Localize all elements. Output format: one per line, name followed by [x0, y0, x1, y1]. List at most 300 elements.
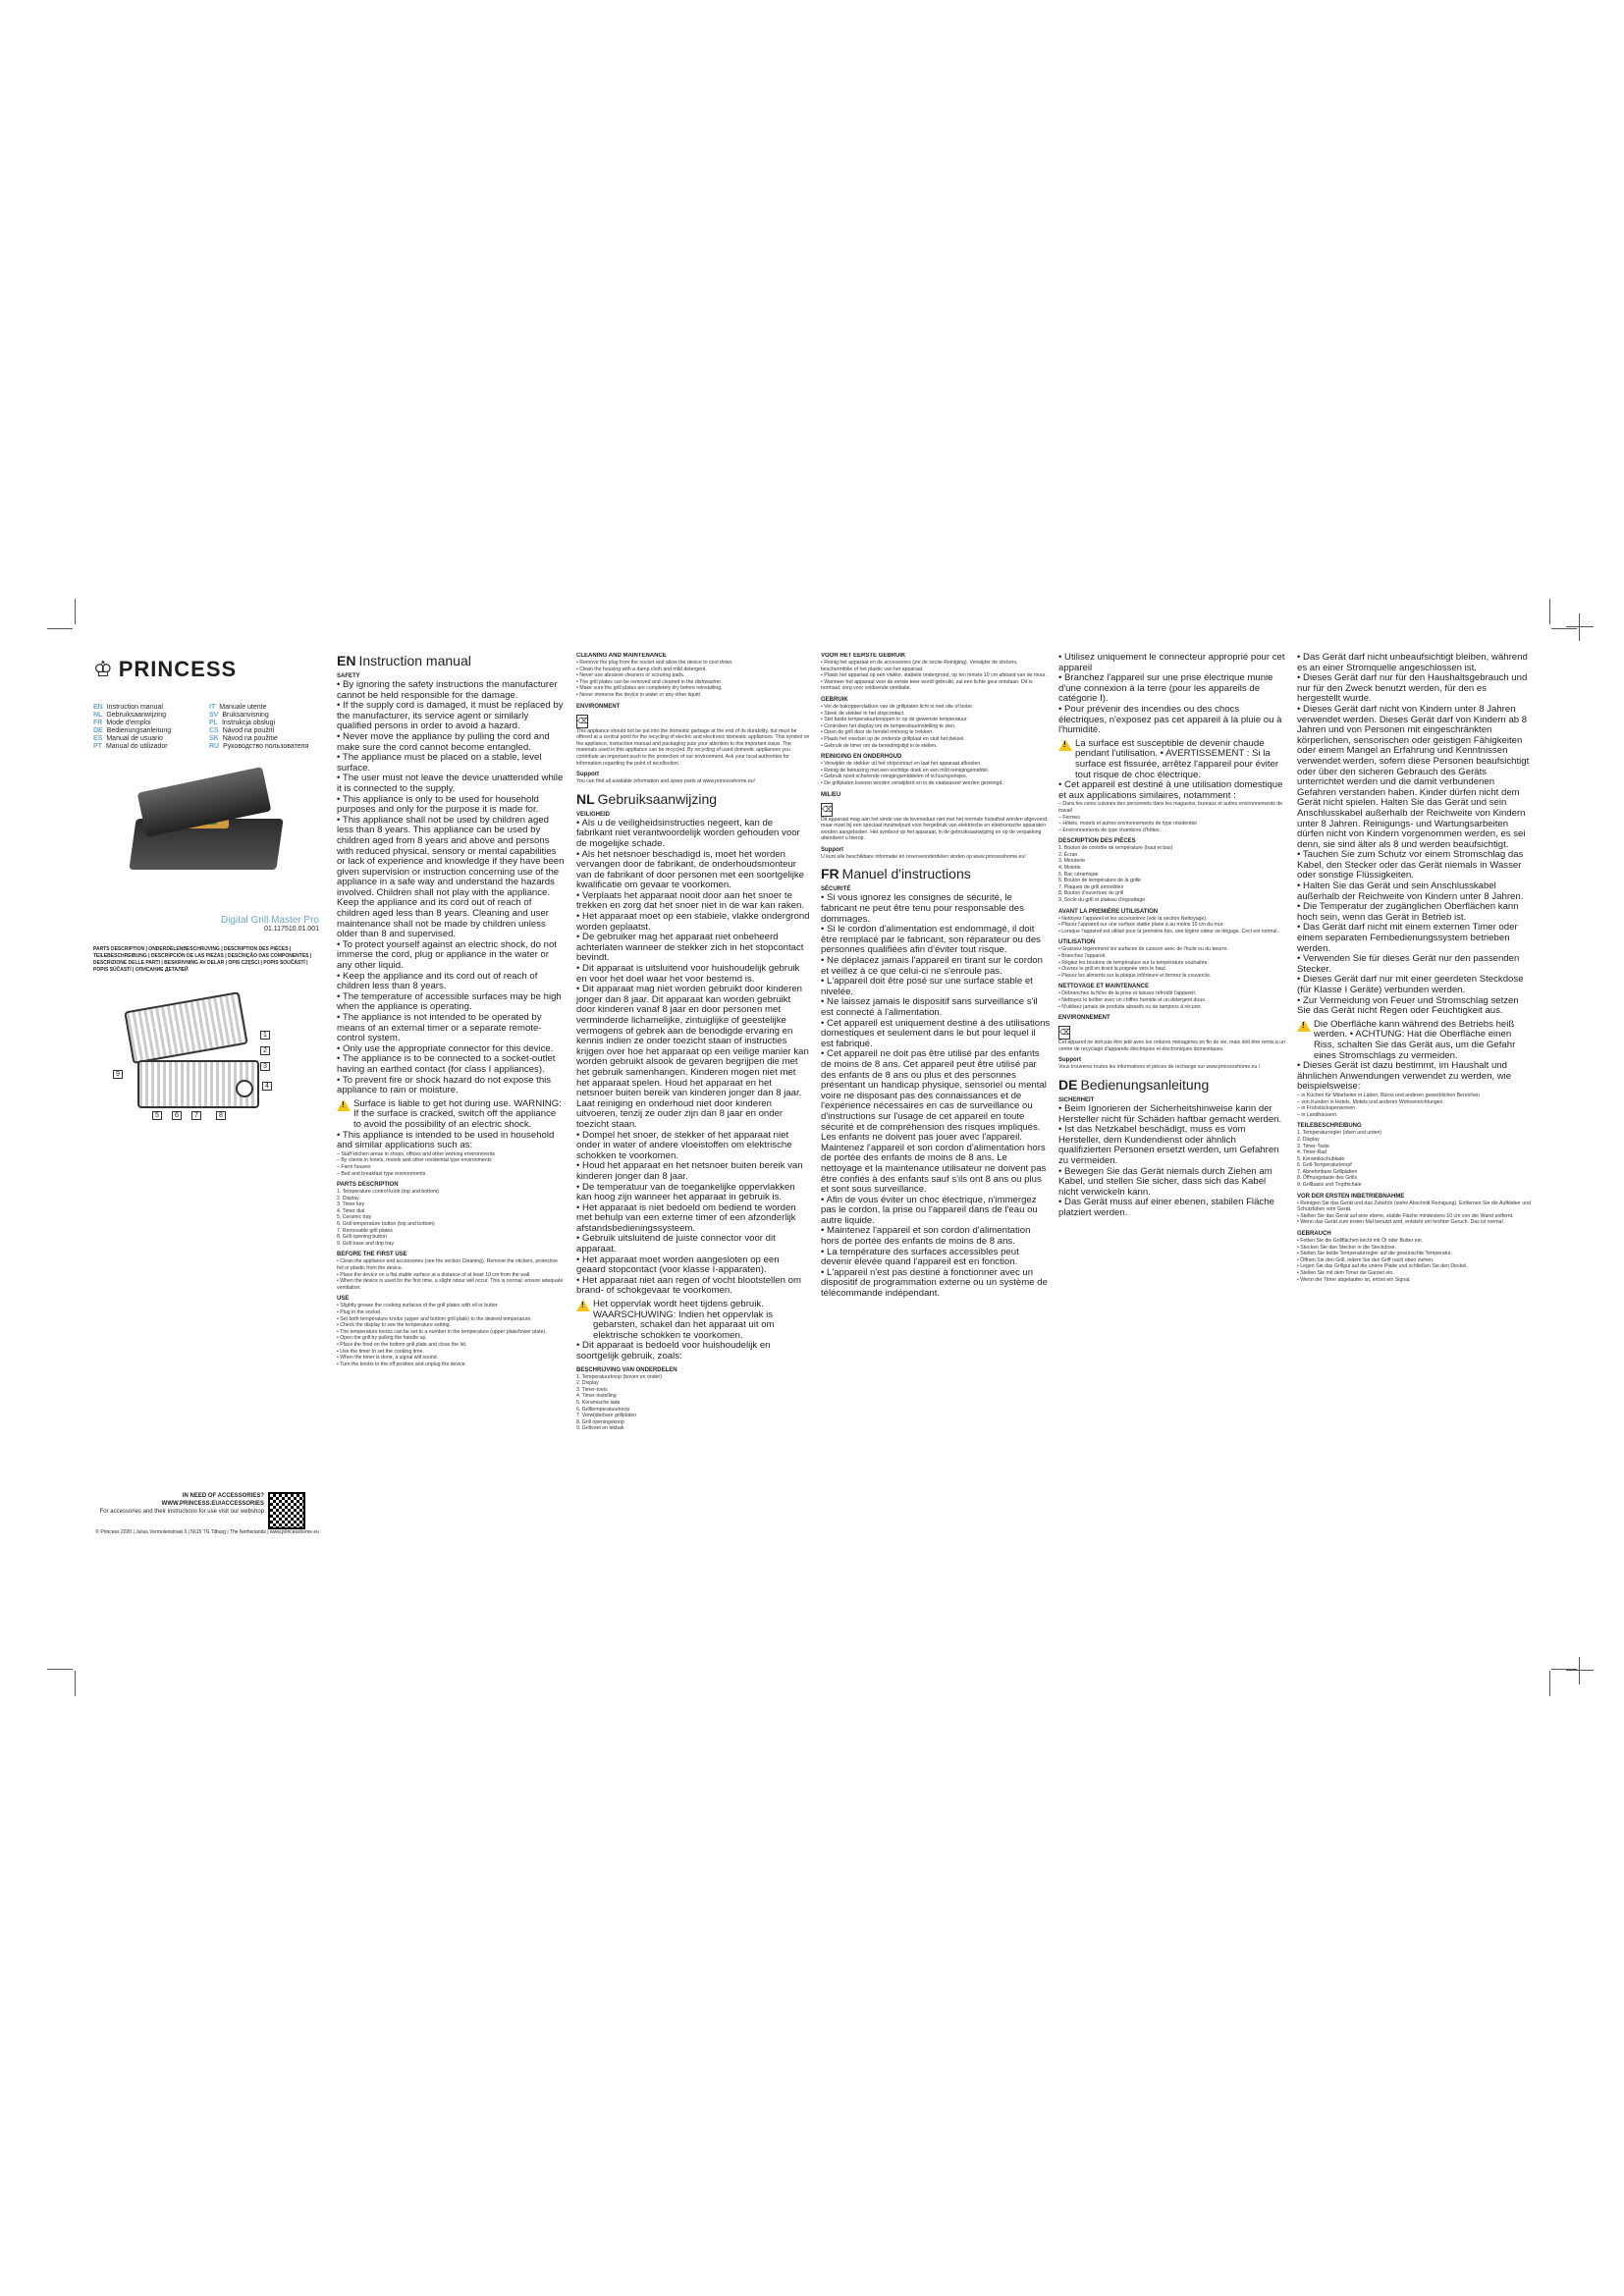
list-item: • When the device is used for the first time, a slight odour will occur. This is normal; ensure adequate ventilation. [337, 1278, 564, 1291]
before-first-use-list [1058, 916, 1288, 935]
parts-list [1297, 1130, 1531, 1188]
language-code: PT [93, 743, 102, 750]
parts-list [1058, 845, 1288, 903]
warning-text: La surface est susceptible de devenir chaude pendant l'utilisation. • AVERTISSEMENT : Si la surface est fissurée, arrêtez l'appareil pour éviter tout risque de choc électrique. [1075, 737, 1279, 780]
part-item: 1. Bouton de contrôle de température (haut et bas) [1058, 845, 1173, 852]
safety-list [337, 680, 566, 1096]
part-item: 2. Display [337, 1195, 359, 1201]
accessories-url[interactable]: WWW.PRINCESS.EU/ACCESSORIES [161, 1501, 264, 1507]
registration-mark [1566, 614, 1594, 641]
list-item: • Never use abrasive cleaners or scouring pads. [576, 672, 685, 679]
before-first-use-list [337, 1258, 566, 1291]
environment-heading: MILIEU [821, 791, 841, 798]
language-name: Manual de usuario [106, 735, 163, 742]
safety-item: • The user must not leave the device unattended while it is connected to the supply. [337, 773, 564, 794]
list-item: • Plaats het voedsel op de onderste grillplaat en sluit het deksel. [821, 735, 965, 742]
lang-code: NL [576, 790, 595, 807]
language-item [209, 743, 317, 750]
list-item: • Gebruik de timer om de bereidingstijd in te stellen. [821, 742, 938, 749]
use-list [821, 704, 1051, 749]
use-heading: GEBRUIK [821, 696, 848, 703]
household-text: • Cet appareil est destiné à une utilisation domestique et aux applications similaires, notamment : [1058, 779, 1283, 801]
cleaning-nl-column [576, 653, 810, 1644]
safety-item: • By ignoring the safety instructions the manufacturer cannot be held responsible for the damage. [337, 679, 558, 701]
cleaning-list [821, 761, 1051, 786]
list-item: • Stel beide temperatuurknoppen in op de gewenste temperatuur. [821, 717, 968, 723]
accessories-title: IN NEED OF ACCESSORIES? [182, 1493, 264, 1499]
safety-item: • L'appareil n'est pas destiné à fonctionner avec un dispositif de programmation externe ou un système de télécommande indépendant. [821, 1266, 1048, 1300]
part-item: 7. Verwijderbare grillplaten [576, 1413, 637, 1419]
list-item: – Staff kitchen areas in shops, offices and other working environments [337, 1150, 495, 1157]
before-first-use-heading: VOR DER ERSTEN INBETRIEBNAHME [1297, 1193, 1405, 1200]
safety-item: • Als u de veiligheidsinstructies negeert, kan de fabrikant niet verantwoordelijk worden gehouden voor de mogelijke schade. [576, 817, 800, 849]
before-first-use-list [1297, 1201, 1531, 1226]
section-title-en [337, 653, 566, 668]
part-item: 9. Grillbasis und Tropfschale [1297, 1182, 1362, 1189]
language-code: RU [209, 743, 220, 750]
wee-bin-icon: ⌫ [576, 715, 588, 728]
environment-text: Dit apparaat mag aan het einde van de levensduur niet met het normale huisafval worden afgevoerd, maar moet bij een speciaal inzamelpunt voor hergebruik van elektrische en elektronische apparaten worden aangeboden. Het symbool op het apparaat, in de gebruiksaanwijzing en op de verpakking attendeert u hierop. [821, 816, 1049, 842]
list-item: • Check the display to see the temperature setting. [337, 1322, 452, 1329]
part-item: 7. Removable grill plates [337, 1227, 393, 1234]
environment-text: Cet appareil ne doit pas être jeté avec les ordures ménagères en fin de vie, mais doit être remis à un centre de recyclage d'appareils électriques et électroniques domestiques. [1058, 1040, 1285, 1052]
safety-item: • Dieses Gerät darf nur für den Haushaltsgebrauch und nur für den Zweck benutzt werden, für den es hergestellt wurde. [1297, 672, 1528, 705]
diagram-knob [236, 1080, 253, 1097]
list-item: • Wanneer het apparaat voor de eerste keer wordt gebruikt, zal een lichte geur ontstaan. Dit is normaal; zorg voor voldoende ventilatie. [821, 678, 1033, 692]
safety-item: • Das Gerät darf nicht mit einem externen Timer oder einem separaten Fernbedienungssystem betrieben werden. [1297, 922, 1518, 954]
crown-icon: ♔ [93, 657, 113, 681]
list-item: • Gebruik nooit schurende reinigingsmiddelen of schuursponsjes. [821, 774, 968, 780]
list-item: • Stellen Sie mit dem Timer die Garzeit ein. [1297, 1270, 1394, 1276]
safety-item: • Cet appareil est uniquement destiné à des utilisations domestiques et seulement dans le but pour lequel il est fabriqué. [821, 1017, 1051, 1049]
language-list [93, 704, 319, 750]
lang-code: FR [821, 866, 839, 882]
safety-list [1058, 653, 1288, 736]
cleaning-heading: REINIGING EN ONDERHOUD [821, 754, 902, 761]
safety-item: • De gebruiker mag het apparaat niet onbeheerd achterlaten wanneer de stekker zich in het stopcontact bevindt. [576, 932, 804, 964]
safety-item: • Bewegen Sie das Gerät niemals durch Ziehen am Kabel, und stellen Sie sicher, dass sich das Kabel nicht verwickeln kann. [1058, 1165, 1272, 1198]
warning-triangle-icon [1297, 1020, 1311, 1032]
title-text: Gebruiksaanwijzing [597, 790, 718, 807]
safety-item: • Si le cordon d'alimentation est endommagé, il doit être remplacé par le fabricant, son réparateur ou des personnes qualifiées afin d'éviter tout risque. [821, 924, 1041, 956]
list-item: • Wenn das Gerät zum ersten Mal benutzt wird, entsteht ein leichter Geruch. Das ist normal. [1297, 1219, 1505, 1226]
part-item: 2. Écran [1058, 851, 1078, 858]
part-item: 5. Keramikschublade [1297, 1155, 1345, 1162]
hot-surface-warning [1058, 739, 1288, 780]
product-code: 01.117510.01.001 [264, 926, 319, 933]
cover-footer [93, 1492, 319, 1536]
diagram-callout: 5 [152, 1111, 162, 1120]
list-item: • Placez les aliments sur la plaque inférieure et fermez le couvercle. [1058, 972, 1212, 979]
safety-item: • Het apparaat moet worden aangesloten op een geaard stopcontact (voor klasse I-apparaten). [576, 1254, 780, 1276]
diagram-callout: 8 [216, 1111, 226, 1120]
list-item: • Place the device on a flat stable surface at a distance of at least 10 cm from the wall. [337, 1271, 531, 1278]
cleaning-heading: CLEANING AND MAINTENANCE [576, 653, 667, 659]
part-item: 3. Timer key [337, 1201, 365, 1208]
parts-heading: DESCRIPTION DES PIÈCES [1058, 838, 1136, 845]
diagram-callout: 9 [113, 1070, 123, 1079]
safety-item: • Dieses Gerät darf nicht von Kindern unter 8 Jahren verwendet werden. Dieses Gerät darf von Kindern ab 8 Jahren und von Personen mit eingeschränkten körperlichen, sensorischen oder geistigen Fähigkeiten oder einem Mangel an Erfahrung und Kenntnissen verwendet werden, sofern diese Personen beaufsichtigt oder über den sicheren Gebrauch des Geräts unterrichtet werden und die damit verbundenen Gefahren verstanden haben. Kinder dürfen nicht dem Gerät nicht spielen. Halten Sie das Gerät und sein Anschlusskabel außerhalb der Reichweite von Kindern unter 8 Jahren. Reinigungs- und Wartungsarbeiten dürfen nicht von Kindern vorgenommen werden, es sei denn, sie sind älter als 8 und werden beaufsichtigt. [1297, 703, 1530, 850]
part-item: 8. Grill opening button [337, 1234, 387, 1241]
safety-item: • Halten Sie das Gerät und sein Anschlusskabel außerhalb der Reichweite von Kindern unter 8 Jahren. [1297, 881, 1524, 902]
list-item: – in Frühstückspensionen [1297, 1105, 1356, 1112]
warning-text: Surface is liable to get hot during use. WARNING: If the surface is cracked, switch off the appliance to avoid the possibility of an electric shock. [353, 1097, 562, 1130]
support-heading: Support [821, 846, 843, 853]
household-text: • This appliance is intended to be used in household and similar applications such as: [337, 1129, 555, 1151]
list-item: • Plaats het apparaat op een vlakke, stabiele ondergrond, op ten minste 10 cm afstand van de muur. [821, 672, 1047, 679]
household-text: • Dit apparaat is bedoeld voor huishoudelijk en soortgelijk gebruik, zoals: [576, 1340, 771, 1362]
part-item: 3. Minuterie [1058, 858, 1086, 865]
cover-column [93, 653, 319, 1644]
language-name: Instruction manual [106, 704, 163, 711]
safety-heading: SICHERHEIT [1058, 1096, 1095, 1103]
cleaning-heading: NETTOYAGE ET MAINTENANCE [1058, 984, 1150, 990]
diagram-callout: 6 [172, 1111, 182, 1120]
list-item: • Branchez l'appareil. [1058, 953, 1107, 959]
part-item: 9. Grillvoet en lekbak [576, 1425, 624, 1432]
en-column [337, 653, 566, 1644]
nl-fr-column [821, 653, 1051, 1644]
language-name: Bedienungsanleitung [106, 727, 172, 734]
list-item: • Make sure the grill plates are completely dry before reinstalling. [576, 685, 723, 692]
parts-list [576, 1374, 810, 1432]
list-item: • Ouvrez le grill en tirant la poignée vers le haut. [1058, 966, 1167, 973]
list-item: • Graissez légèrement les surfaces de cuisson avec de l'huile ou du beurre. [1058, 946, 1228, 953]
crop-mark [47, 628, 73, 629]
use-heading: USE [337, 1296, 350, 1303]
use-heading: GEBRAUCH [1297, 1231, 1331, 1238]
safety-item: • Beim Ignorieren der Sicherheitshinweise kann der Hersteller nicht für Schäden haftbar gemacht werden. [1058, 1102, 1282, 1125]
safety-item: • Verplaats het apparaat nooit door aan het snoer te trekken en zorg dat het snoer niet in de war kan raken. [576, 889, 804, 912]
part-item: 8. Bouton d'ouverture du grill [1058, 890, 1124, 897]
diagram-callout: 3 [260, 1062, 270, 1071]
list-item: – By clients in hotels, motels and other residential type environments [337, 1157, 492, 1164]
cleaning-list [1058, 990, 1288, 1010]
list-item: • N'utilisez jamais de produits abrasifs ou de tampons à récurer. [1058, 1003, 1203, 1010]
crop-mark [75, 599, 76, 624]
list-item: – in Küchen für Mitarbeiter in Läden, Büros und anderen gewerblichen Bereichen [1297, 1092, 1481, 1098]
safety-item: • Branchez l'appareil sur une prise électrique munie d'une connexion à la terre (pour les appareils de catégorie I). [1058, 672, 1273, 705]
household-list [337, 1151, 566, 1177]
hot-surface-warning [1297, 1020, 1531, 1061]
diagram-callout: 1 [260, 1031, 270, 1040]
language-name: Manual do utilizador [105, 743, 168, 750]
part-item: 7. Plaques de grill amovibles [1058, 883, 1124, 890]
support-heading: Support [576, 772, 599, 778]
safety-item: • This appliance shall not be used by children aged less than 8 years. This appliance can be used by children aged from 8 years and above and persons with reduced physical, sensory or mental capabilities or lack of experience and knowledge if they have been given supervision or instruction concerning use of the appliance in a safe way and understand the hazards involved. Children shall not play with the appliance. Keep the appliance and its cord out of reach of children aged less than 8 years. Cleaning and user maintenance shall not be made by children unless older than 8 and supervised. [337, 814, 565, 940]
language-name: Mode d'emploi [106, 720, 151, 726]
list-item: • Steek de stekker in het stopcontact. [821, 710, 905, 717]
safety-item: • Het apparaat is niet bedoeld om bediend te worden met behulp van een externe timer of een afzonderlijk afstandsbedieningssysteem. [576, 1201, 796, 1234]
use-list [1297, 1238, 1531, 1283]
diagram-callout: 7 [191, 1111, 201, 1120]
safety-item: • Die Temperatur der zugänglichen Oberflächen kann hoch sein, wenn das Gerät in Betrieb ist. [1297, 901, 1519, 923]
list-item: • Stellen Sie das Gerät auf eine ebene, stabile Fläche mindestens 10 cm von der Wand entfernt. [1297, 1212, 1514, 1219]
support-heading: Support [1058, 1057, 1081, 1064]
safety-list [1058, 1104, 1288, 1219]
safety-item: • Only use the appropriate connector for this device. [337, 1042, 554, 1054]
part-item: 6. Grill-Temperaturknopf [1297, 1162, 1352, 1169]
support-text: You can find all available information and spare parts at www.princesshome.eu! [576, 778, 756, 785]
language-name: Návod na použití [222, 727, 275, 734]
list-item: – Environnements de type chambres d'hôtes. [1058, 827, 1161, 833]
part-item: 5. Ceramic tray [337, 1214, 372, 1221]
list-item: • Vet de bakoppervlakken van de grillplaten licht in met olie of boter. [821, 703, 974, 710]
safety-heading: SÉCURITÉ [821, 886, 851, 893]
part-item: 8. Öffnungstaste des Grills [1297, 1175, 1358, 1182]
part-item: 2. Display [576, 1380, 599, 1387]
language-code: ES [93, 735, 103, 742]
cleaning-list [576, 660, 810, 699]
safety-item: • Het apparaat moet op een stabiele, vlakke ondergrond worden geplaatst. [576, 911, 810, 933]
list-item: • Reinigen Sie das Gerät und das Zubehör (siehe Abschnitt Reinigung). Entfernen Sie die Aufkleber und Schutzfolien vom Gerät. [1297, 1200, 1531, 1213]
list-item: • Set both temperature knobs (upper and bottom grill plate) to the desired temperature. [337, 1315, 532, 1322]
part-item: 4. Molette [1058, 865, 1081, 872]
language-code: NL [93, 712, 103, 719]
safety-item: • If the supply cord is damaged, it must be replaced by the manufacturer, its service agent or similarly qualified persons in order to avoid a hazard. [337, 700, 564, 732]
safety-item: • Das Gerät darf nicht unbeaufsichtigt bleiben, während es an einer Stromquelle angeschlossen ist. [1297, 653, 1528, 673]
safety-item: • To protect yourself against an electric shock, do not immerse the cord, plug or appliance in the water or any other liquid. [337, 938, 557, 972]
list-item: • Fetten Sie die Grillflächen leicht mit Öl oder Butter ein. [1297, 1238, 1424, 1245]
language-code: SK [209, 735, 219, 742]
part-item: 7. Abnehmbare Grillplatten [1297, 1168, 1358, 1175]
warning-text: Het oppervlak wordt heet tijdens gebruik. WAARSCHUWING: Indien het oppervlak is gebarsten, schakel dan het apparaat uit om elektrische schokken te voorkomen. [593, 1299, 775, 1341]
product-name: Digital Grill Master Pro [220, 915, 319, 926]
list-item: • Débranchez la fiche de la prise et laissez refroidir l'appareil. [1058, 990, 1197, 997]
list-item: • Never immerse the device in water or any other liquid. [576, 691, 702, 698]
language-name: Instrukcja obsługi [221, 720, 276, 726]
before-first-use-heading: BEFORE THE FIRST USE [337, 1252, 407, 1258]
product-image [93, 779, 319, 887]
list-item: • Use the timer to set the cooking time. [337, 1348, 424, 1355]
language-item [93, 735, 209, 742]
warning-triangle-icon [576, 1300, 590, 1311]
use-list [1058, 946, 1288, 979]
part-item: 3. Timer-Taste [1297, 1143, 1329, 1149]
safety-item: • The appliance must be placed on a stable, level surface. [337, 752, 542, 774]
language-code: CS [209, 727, 219, 734]
safety-item: • De temperatuur van de toegankelijke oppervlakken kan hoog zijn wanneer het apparaat in gebruik is. [576, 1181, 795, 1203]
safety-item: • Gebruik uitsluitend de juiste connector voor dit apparaat. [576, 1233, 776, 1255]
safety-item: • Maintenez l'appareil et son cordon d'alimentation hors de portée des enfants de moins de 8 ans. [821, 1225, 1031, 1248]
fr-de-column [1058, 653, 1288, 1644]
safety-item: • Het apparaat niet aan regen of vocht blootstellen om brand- of schokgevaar te voorkomen. [576, 1274, 801, 1297]
safety-item: • Pour prévenir des incendies ou des chocs électriques, n'exposez pas cet appareil à la pluie ou à l'humidité. [1058, 703, 1282, 736]
list-item: • Nettoyez l'appareil et les accessoires (voir la section Nettoyage). [1058, 915, 1208, 922]
household-list [1297, 1093, 1531, 1118]
language-name: Manuale utente [219, 704, 267, 711]
qr-code-icon[interactable] [268, 1492, 305, 1529]
copyright: © Princess 2020 | Julius Vermolenstraat 3 | 5615 TG Tilburg | The Netherlands | www.princesshome.eu [95, 1529, 319, 1535]
list-item: – in Landhäusern. [1297, 1111, 1338, 1118]
before-first-use-heading: VOOR HET EERSTE GEBRUIK [821, 653, 906, 659]
safety-item: • To prevent fire or shock hazard do not expose this appliance to rain or moisture. [337, 1074, 552, 1096]
accessories-note: For accessories and their instructions for use visit our webshop [99, 1509, 264, 1515]
parts-heading: TEILEBESCHREIBUNG [1297, 1123, 1362, 1130]
safety-item: • Never move the appliance by pulling the cord and make sure the cord cannot become entangled. [337, 730, 550, 753]
part-item: 5. Bac céramique [1058, 871, 1099, 878]
use-list [337, 1303, 566, 1367]
hot-surface-warning [576, 1300, 810, 1341]
list-item: • Verwijder de stekker uit het stopcontact en laat het apparaat afkoelen. [821, 761, 982, 768]
safety-item: • The appliance is not intended to be operated by means of an external timer or a separate remote-control system. [337, 1012, 542, 1044]
list-item: • Remove the plug from the socket and allow the device to cool down. [576, 660, 733, 666]
parts-description-header: PARTS DESCRIPTION | ONDERDELENBESCHRIJVING | DESCRIPTION DES PIÈCES | TEILEBESCHREIBUNG | DESCRIPCIÓN DE LAS PIEZAS | DESCRIÇÃO DAS COMPONENTES | DESCRIZIONE DELLE PARTI | BESKRIVNING AV DELAR | OPIS CZĘŚCI | POPIS SOUČÁSTÍ | POPIS SÚČASTÍ | ОПИСАНИЕ ДЕТАЛЕЙ [93, 946, 312, 973]
crop-mark [47, 1669, 73, 1670]
title-text: Manuel d'instructions [841, 866, 971, 882]
list-item: • Reinig het apparaat en de accessoires (zie de sectie Reiniging). Verwijder de stickers, beschermfolie of het plastic van het apparaat. [821, 660, 1018, 672]
part-item: 6. Grilltemperatuurknop [576, 1406, 630, 1413]
before-first-use-heading: AVANT LA PREMIÈRE UTILISATION [1058, 908, 1159, 915]
list-item: • The temperature knobs can be set to a number in the temperature (upper plate/lower plate). [337, 1328, 547, 1335]
safety-item: • Verwenden Sie für dieses Gerät nur den passenden Stecker. [1297, 953, 1520, 975]
language-name: Gebruiksaanwijzing [106, 712, 167, 719]
list-item: • Place the food on the bottom grill plate and close the lid. [337, 1341, 467, 1348]
language-item [93, 720, 209, 726]
warning-text: Die Oberfläche kann während des Betriebs heiß werden. • ACHTUNG: Hat die Oberfläche einen Riss, schalten Sie das Gerät aus, um die Gefahr eines Stromschlags zu vermeiden. [1314, 1018, 1516, 1061]
support-text: Vous trouverez toutes les informations et pièces de rechange sur www.princesshome.eu ! [1058, 1064, 1261, 1071]
list-item: • Stellen Sie beide Temperaturregler auf die gewünschte Temperatur. [1297, 1251, 1452, 1257]
language-item [209, 712, 317, 719]
hot-surface-warning [337, 1099, 566, 1131]
list-item: • Turn the knobs to the off position and unplug the device. [337, 1361, 467, 1367]
language-name: Руководство пользователя [223, 743, 309, 750]
wee-bin-icon: ⌫ [1058, 1026, 1070, 1040]
safety-item: • Ne laissez jamais le dispositif sans surveillance s'il est connecté à l'alimentation. [821, 996, 1038, 1018]
safety-item: • Utilisez uniquement le connecteur approprié pour cet appareil [1058, 653, 1285, 673]
language-item [209, 727, 317, 734]
warning-triangle-icon [1058, 739, 1072, 751]
safety-item: • Dit apparaat is uitsluitend voor huishoudelijk gebruik en voor het doel waar het voor bestemd is. [576, 963, 800, 985]
household-text: • Dieses Gerät ist dazu bestimmt, im Haushalt und ähnlichen Anwendungen verwendet zu werden, wie beispielsweise: [1297, 1060, 1512, 1093]
part-item: 1. Temperaturregler (oben und unten) [1297, 1130, 1382, 1137]
language-item [209, 720, 317, 726]
part-item: 9. Grill base and drip tray [337, 1240, 394, 1247]
language-code: EN [93, 704, 103, 711]
brand-name: PRINCESS [118, 657, 238, 681]
safety-item: • Dieses Gerät darf nur mit einer geerdeten Steckdose (für Klasse I Geräte) verbunden werden. [1297, 974, 1524, 995]
list-item: • The grill plates can be removed and cleaned in the dishwasher. [576, 678, 723, 685]
safety-item: • La température des surfaces accessibles peut devenir élevée quand l'appareil est en fonction. [821, 1246, 1019, 1268]
language-item [93, 727, 209, 734]
diagram-callout: 2 [260, 1046, 270, 1055]
language-name: Bruksanvisning [222, 712, 269, 719]
parts-diagram [93, 1001, 319, 1129]
language-code: FR [93, 720, 103, 726]
crop-mark [75, 1671, 76, 1696]
safety-item: • Houd het apparaat en het netsnoer buiten bereik van kinderen jonger dan 8 jaar. [576, 1160, 803, 1182]
part-item: 6. Grill temperature button (top and bottom) [337, 1221, 435, 1228]
language-name: Návod na použitie [222, 735, 278, 742]
list-item: • Open the grill by pulling the handle up. [337, 1335, 427, 1342]
list-item: • When the timer is done, a signal will sound. [337, 1355, 439, 1362]
safety-item: • Keep the appliance and its cord out of reach of children less than 8 years. [337, 970, 538, 992]
parts-heading: BESCHRIJVING VAN ONDERDELEN [576, 1366, 677, 1373]
brand-logo [93, 657, 319, 682]
list-item: – Hôtels, motels et autres environnements de type résidentiel [1058, 821, 1197, 828]
safety-heading: VEILIGHEID [576, 811, 611, 818]
list-item: – Farm houses [337, 1163, 371, 1170]
parts-heading: PARTS DESCRIPTION [337, 1182, 399, 1189]
list-item: – Fermes [1058, 814, 1080, 821]
environment-text: This appliance should not be put into the domestic garbage at the end of its durability, but must be offered at a central point for the recycling of electric and electronic domestic appliances. This symbol on the appliance, instruction manual and packaging puts your attention to this important issue. The materials used in this appliance can be recycled. By recycling of used domestic appliances you contribute an important push to the protection of our environment. Ask your local authorities for information regarding the point of recollection. [576, 727, 810, 767]
safety-heading: SAFETY [337, 673, 360, 679]
title-text: Instruction manual [358, 653, 471, 668]
part-item: 1. Temperatuurknop (boven en onder) [576, 1373, 662, 1380]
language-code: IT [209, 704, 216, 711]
diagram-callout: 4 [262, 1082, 272, 1091]
part-item: 1. Temperature control knob (top and bottom) [337, 1189, 439, 1196]
part-item: 6. Bouton de température de la grille [1058, 878, 1141, 884]
language-code: SV [209, 712, 219, 719]
list-item: • Réglez les boutons de température sur la température souhaitée. [1058, 959, 1209, 966]
language-item [93, 704, 209, 711]
part-item: 4. Timer dial [337, 1207, 365, 1214]
part-item: 4. Timer-Rad [1297, 1149, 1326, 1156]
environment-heading: ENVIRONNEMENT [1058, 1015, 1110, 1022]
safety-item: • Tauchen Sie zum Schutz vor einem Stromschlag das Kabel, den Stecker oder das Gerät niemals in Wasser oder sonstige Flüssigkeiten. [1297, 849, 1524, 881]
parts-list [337, 1189, 566, 1247]
manual-sheet [93, 653, 1532, 1644]
lang-code: DE [1058, 1076, 1078, 1093]
safety-item: • Dit apparaat mag niet worden gebruikt door kinderen jonger dan 8 jaar. Dit apparaat kan worden gebruikt door kinderen vanaf 8 jaar en door personen met verminderde lichamelijke, zintuiglijke of geestelijke vermogens of gebrek aan de benodigde ervaring en kennis indien ze onder toezicht staan of instructies krijgen over hoe het apparaat op een veilige manier kan worden gebruikt alsook de gevaren begrijpen die met het gebruik samenhangen. Kinderen mogen niet met het apparaat spelen. Houd het apparaat en het netsnoer buiten bereik van kinderen jonger dan 8 jaar. Laat reiniging en onderhoud niet door kinderen uitvoeren, tenzij ze ouder zijn dan 8 jaar en onder toezicht staan. [576, 984, 809, 1130]
safety-item: • Das Gerät muss auf einer ebenen, stabilen Fläche platziert werden. [1058, 1197, 1274, 1218]
list-item: • Nettoyez le boîtier avec un chiffon humide et un détergent doux. [1058, 996, 1207, 1003]
safety-item: • This appliance is only to be used for household purposes and only for the purpose it is made for. [337, 793, 539, 816]
part-item: 9. Socle du grill et plateau d'égouttage [1058, 897, 1146, 904]
safety-item: • Si vous ignorez les consignes de sécurité, le fabricant ne peut être tenu pour responsable des dommages. [821, 892, 1024, 925]
diagram-lid [124, 991, 248, 1064]
list-item: • Open de grill door de hendel omhoog te trekken. [821, 729, 934, 736]
list-item: • Clean the appliance and accessories (see the section Cleaning). Remove the stickers, protective foil or plastic from the device. [337, 1258, 558, 1272]
household-list [1058, 801, 1288, 833]
safety-list [576, 819, 810, 1297]
list-item: • Öffnen Sie den Grill, indem Sie den Griff nach oben ziehen. [1297, 1256, 1435, 1263]
list-item: • Stecken Sie den Stecker in die Steckdose. [1297, 1244, 1397, 1251]
list-item: • Controleer het display om de temperatuurinstelling te zien. [821, 722, 956, 729]
safety-item: • Ist das Netzkabel beschädigt, muss es vom Hersteller, dem Kundendienst oder ähnlich qualifizierten Personen ersetzt werden, um Gefahren zu vermeiden. [1058, 1124, 1279, 1166]
list-item: • De grillplaten kunnen worden verwijderd en in de vaatwasser worden gereinigd. [821, 779, 1003, 786]
list-item: – von Kunden in Hotels, Motels und anderen Wohneinrichtungen [1297, 1098, 1443, 1105]
section-title-nl [576, 791, 810, 807]
list-item: • Plug in the socket. [337, 1309, 382, 1315]
list-item: • Wenn der Timer abgelaufen ist, ertönt ein Signal. [1297, 1276, 1411, 1283]
before-first-use-list [821, 660, 1051, 692]
registration-mark [1566, 1657, 1594, 1684]
wee-bin-icon: ⌫ [821, 803, 833, 817]
use-heading: UTILISATION [1058, 939, 1096, 946]
safety-list [1297, 653, 1531, 1017]
list-item: • Slightly grease the cooking surfaces of the grill plates with oil or butter. [337, 1303, 499, 1309]
language-code: PL [209, 720, 218, 726]
list-item: – Dans les coins cuisines des personnels dans les magasins, bureaux et autres environnements de travail [1058, 801, 1283, 814]
section-title-de [1058, 1077, 1288, 1093]
list-item: • Clean the housing with a damp cloth and mild detergent. [576, 666, 707, 672]
list-item: • Lorsque l'appareil est utilisé pour la première fois, une légère odeur se dégage. Ceci est normal. [1058, 928, 1278, 934]
safety-item: • Afin de vous éviter un choc électrique, n'immergez pas le cordon, la prise ou l'appareil dans de l'eau ou autre liquide. [821, 1194, 1038, 1226]
de-column [1297, 653, 1531, 1644]
part-item: 4. Timer-instelling [576, 1393, 617, 1400]
part-item: 3. Timer-toets [576, 1386, 608, 1393]
part-item: 8. Grill openingsknop [576, 1418, 624, 1425]
language-code: DE [93, 727, 103, 734]
safety-item: • Cet appareil ne doit pas être utilisé par des enfants de moins de 8 ans. Cet appareil peut être utilisé par des enfants de 8 ans ou plus et des personnes présentant un handicap physique, sensoriel ou mental voire ne disposant pas des connaissances et de l'expérience nécessaires en cas de surveillance ou d'instructions sur l'usage de cet appareil en toute sécurité et de compréhension des risques impliqués. Les enfants ne doivent pas jouer avec l'appareil. Maintenez l'appareil et son cordon d'alimentation hors de portée des enfants de moins de 8 ans. Le nettoyage et la maintenance utilisateur ne doivent pas être confiés à des enfants sauf s'ils ont 8 ans ou plus et sont sous surveillance. [821, 1048, 1047, 1196]
list-item: • Legen Sie das Grillgut auf die untere Platte und schließen Sie den Deckel. [1297, 1263, 1468, 1270]
part-item: 5. Keramische lade [576, 1399, 621, 1406]
language-item [93, 743, 209, 750]
safety-list [821, 893, 1051, 1299]
lang-code: EN [337, 653, 356, 668]
